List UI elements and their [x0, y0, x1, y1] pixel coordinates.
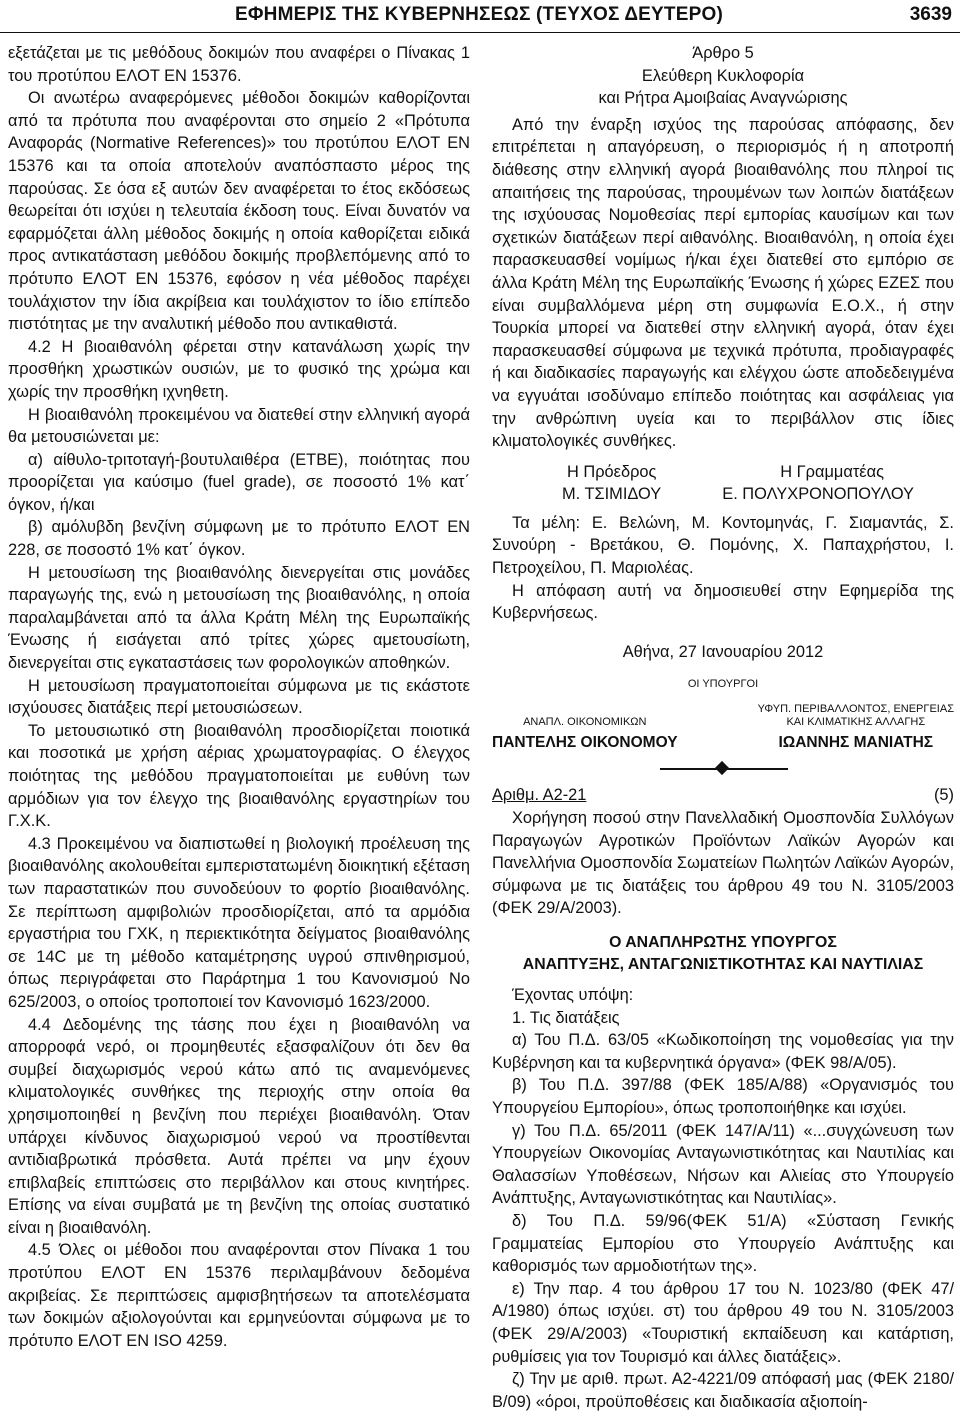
having-regard: Έχοντας υπόψη: — [512, 986, 634, 1004]
minister-1 — [492, 716, 678, 754]
diamond-icon — [715, 761, 729, 775]
left-column — [8, 42, 470, 1352]
paragraph: Από την έναρξη ισχύος της παρούσας απόφασης, δεν επιτρέπεται η απαγόρευση, ο περιορισμός ή η αποτροπή διάθεσης στην ελληνική αγορά βιοαιθανόλης που πληροί τις απαιτήσεις της παρούσας, τηρουμένων των λοιπών διατάξεων της ισχύουσας Νομοθεσίας περί εμπορίας καυσίμων και των σχετικών διατάξεων περί αιθανόλης. Βιοαιθανόλη, η οποία έχει παρασκευασθεί νομίμως ή/και έχει διατεθεί στο εμπόριο σε άλλα Κράτη Μέλη της Ευρωπαϊκής Ένωσης ή χώρες ΕΖΕΣ που είναι συμβαλλόμενα μέρη στη συμφωνία Ε.Ο.Χ., ή στην Τουρκία μπορεί να διατεθεί στην ελληνική αγορά, όταν έχει παρασκευασθεί σύμφωνα με τεχνικά πρότυπα, προδιαγραφές ή και διαδικασίες παραγωγής και ελέγχου ώστε αποδεδειγμένα να εγγυάται ισοδύναμο επίπεδο ποιότητας και ασφάλειας για την ανθρώπινη υγεία και το περιβάλλον στις ίδιες κλιματολογικές συνθήκες. — [492, 115, 954, 451]
list-item: 1. Τις διατάξεις — [512, 1008, 620, 1027]
decision-heading: ΑΝΑΠΤΥΞΗΣ, ΑΝΤΑΓΩΝΙΣΤΙΚΟΤΗΤΑΣ ΚΑΙ ΝΑΥΤΙΛΙΑΣ — [522, 956, 924, 973]
right-column — [492, 42, 954, 1413]
minister-2 — [758, 703, 954, 754]
list-item: γ) Του Π.Δ. 65/2011 (ΦΕΚ 147/Α/11) «...συγχώνευση των Υπουργείων Οικονομίας Ανταγωνιστικότητας και Ναυτιλίας και Θαλασσίων Υποθέσεων, Νήσων και Αλιείας στο Υπουργείο Ανάπτυξης, Ανταγωνιστικότητας και Ναυτιλίας». — [492, 1121, 954, 1208]
date-line: Αθήνα, 27 Ιανουαρίου 2012 — [622, 642, 824, 661]
decision-heading: Ο ΑΝΑΠΛΗΡΩΤΗΣ ΥΠΟΥΡΓΟΣ — [609, 934, 837, 951]
paragraph: Η βιοαιθανόλη προκειμένου να διατεθεί στην ελληνική αγορά θα μετουσιώνεται με: — [8, 405, 470, 447]
secretary-role: Η Γραμματέας — [780, 462, 884, 481]
section-divider — [492, 758, 954, 780]
paragraph: 4.4 Δεδομένης της τάσης που έχει η βιοαιθανόλη να απορροφά νερό, οι προμηθευτές εξασφαλίζουν ότι δεν θα συμβεί διαχωρισμός νερού κάτω από τις αναμενόμενες κλιματολογικές συνθήκες της περιοχής στην οποία θα χρησιμοποιηθεί η βενζίνη που περιέχει βιοαιθανόλη. Όταν υπάρχει κίνδυνος διαχωρισμού νερού να προστίθενται αντιδιαβρωτικά πρόσθετα. Αυτά πρέπει να μην έχουν επιβλαβείς επιπτώσεις στο περιβάλλον και στους κινητήρες. Επίσης να είναι συμβατά με τη βενζίνη της οποίας συστατικό είναι η βιοαιθανόλη. — [8, 1015, 470, 1237]
paragraph: Οι ανωτέρω αναφερόμενες μέθοδοι δοκιμών καθορίζονται από τα πρότυπα που αναφέρονται στο σημείο 2 «Πρότυπα Αναφοράς (Normative References)» του προτύπου ΕΛΟΤ ΕΝ 15376 και τα οποία αποτελούν αναπόσπαστο μέρος της παρούσας. Σε όσα εξ αυτών δεν αναφέρεται το έτος εκδόσεως θεωρείται ότι ισχύει η τελευταία έκδοση τους. Είναι δυνατόν να εφαρμόζεται άλλη μέθοδος δοκιμής η οποία καθορίζεται ειδικά προς αντικατάσταση μεθόδου δοκιμής προβλεπόμενης από το πρότυπο ΕΛΟΤ ΕΝ 15376, εφόσον η νέα μέθοδος παρέχει τουλάχιστον την ίδια ακρίβεια και τουλάχιστον το ίδιο επίπεδο πιστότητας με την αναλυτική μέθοδο που αντικαθιστά. — [8, 89, 470, 334]
paragraph: β) αμόλυβδη βενζίνη σύμφωνη με το πρότυπο ΕΛΟΤ ΕΝ 228, σε ποσοστό 1% κατ΄ όγκον. — [8, 518, 470, 560]
list-item: δ) Του Π.Δ. 59/96(ΦΕΚ 51/Α) «Σύσταση Γενικής Γραμματείας Εμπορίου στο Υπουργείο Ανάπτυξης και καθορισμός των αρμοδιοτήτων της». — [492, 1211, 954, 1276]
paragraph: 4.5 Όλες οι μέθοδοι που αναφέρονται στον Πίνακα 1 του προτύπου ΕΛΟΤ ΕΝ 15376 περιλαμβάνουν δεδομένα ακριβείας. Σε περιπτώσεις αμφισβητήσεων τα αποτελέσματα των δοκιμών αξιολογούνται και ερμηνεύονται σύμφωνα με το πρότυπο ΕΛΟΤ ΕΝ ISO 4259. — [8, 1241, 470, 1350]
minister-name: ΙΩΑΝΝΗΣ ΜΑΝΙΑΤΗΣ — [778, 734, 934, 752]
minister-role: ΚΑΙ ΚΛΙΜΑΤΙΚΗΣ ΑΛΛΑΓΗΣ — [786, 716, 926, 729]
signature-names — [492, 483, 954, 506]
members-list: Τα μέλη: Ε. Βελώνη, Μ. Κοντομηνάς, Γ. Σιαμαντάς, Σ. Συνούρη - Βρετάκου, Θ. Πομόνης, Χ. Παπαχρήστου, Ι. Πετροχείλου, Π. Μαριολέας. — [492, 513, 954, 578]
list-item: ε) Την παρ. 4 του άρθρου 17 του Ν. 1023/80 (ΦΕΚ 47/Α/1980) όπως ισχύει. στ) του άρθρου 49 του Ν. 3105/2003 (ΦΕΚ 29/Α/2003) «Τουριστική εκπαίδευση και κατάρτιση, ρυθμίσεις για τον Τουρισμό και άλλες διατάξεις». — [492, 1279, 954, 1366]
list-item: ζ) Την με αριθ. πρωτ. Α2-4221/09 απόφασή μας (ΦΕΚ 2180/Β/09) «όροι, προϋποθέσεις και διαδικασία αξιοποίη- — [492, 1370, 954, 1411]
publish-note: Η απόφαση αυτή να δημοσιευθεί στην Εφημερίδα της Κυβερνήσεως. — [492, 581, 954, 623]
minister-role: ΥΦΥΠ. ΠΕΡΙΒΑΛΛΟΝΤΟΣ, ΕΝΕΡΓΕΙΑΣ — [757, 703, 954, 716]
paragraph: Η μετουσίωση της βιοαιθανόλης διενεργείται στις μονάδες παραγωγής της, ενώ η μετουσίωση της βιοαιθανόλης, η οποία παραλαμβάνεται από τα άλλα Κράτη Μέλη της Ευρωπαϊκής Ένωσης ή εισάγεται από τρίτες χώρες αμετουσίωτη, διενεργείται στις εγκαταστάσεις των φορολογικών αποθηκών. — [8, 563, 470, 673]
signature-roles — [492, 461, 954, 484]
gazette-title: ΕΦΗΜΕΡΙΣ ΤΗΣ ΚΥΒΕΡΝΗΣΕΩΣ (ΤΕΥΧΟΣ ΔΕΥΤΕΡΟ) — [235, 4, 723, 25]
decision-ref: Αριθμ. Α2-21 — [492, 786, 587, 805]
paragraph: Η μετουσίωση πραγματοποιείται σύμφωνα με τις εκάστοτε ισχύουσες διατάξεις περί μετουσιώσεων. — [8, 676, 470, 718]
minister-name: ΠΑΝΤΕΛΗΣ ΟΙΚΟΝΟΜΟΥ — [492, 734, 678, 752]
decision-number — [492, 784, 954, 807]
list-item: α) Του Π.Δ. 63/05 «Κωδικοποίηση της νομοθεσίας για την Κυβέρνηση και τα κυβερνητικά όργανα» (ΦΕΚ 98/Α/05). — [492, 1031, 954, 1072]
ministers-heading: ΟΙ ΥΠΟΥΡΓΟΙ — [687, 678, 759, 691]
ministers-signatures — [492, 703, 954, 754]
president-name: Μ. ΤΣΙΜΙΔΟΥ — [562, 485, 662, 504]
president-role: Η Πρόεδρος — [567, 462, 657, 481]
decision-seq: (5) — [933, 786, 954, 805]
list-item: β) Του Π.Δ. 397/88 (ΦΕΚ 185/Α/88) «Οργανισμός του Υπουργείου Εμπορίου», όπως τροποποιήθηκε και ισχύει. — [492, 1076, 954, 1117]
page-header — [0, 0, 960, 33]
article-number: Άρθρο 5 — [692, 44, 754, 62]
paragraph: Το μετουσιωτικό στη βιοαιθανόλη προσδιορίζεται ποιοτικά και ποσοτικά με χρήση αέριας χρωματογραφίας. Ο έλεγχος ποιότητας της μεθόδου πραγματοποιείται με ευθύνη των αρμόδιων για τον έλεγχο της βιοαιθανόλης εργαστηρίων του Γ.Χ.Κ. — [8, 721, 470, 831]
paragraph: 4.2 Η βιοαιθανόλη φέρεται στην κατανάλωση χωρίς την προσθήκη χρωστικών ουσιών, με το φυσικό της χρώμα και χωρίς την προσθήκη ιχνηθετη. — [8, 337, 470, 401]
paragraph: εξετάζεται με τις μεθόδους δοκιμών που αναφέρει ο Πίνακας 1 του προτύπου ΕΛΟΤ ΕΝ 15376. — [8, 44, 470, 85]
page-number: 3639 — [909, 4, 952, 25]
decision-subject: Χορήγηση ποσού στην Πανελλαδική Ομοσπονδία Συλλόγων Παραγωγών Αγροτικών Προϊόντων Λαϊκών Αγορών και Πανελλήνια Ομοσπονδία Σωματείων Πωλητών Λαϊκών Αγορών, σύμφωνα με τις διατάξεις του άρθρου 49 του Ν. 3105/2003 (ΦΕΚ 29/Α/2003). — [492, 809, 954, 918]
minister-role: ΑΝΑΠΛ. ΟΙΚΟΝΟΜΙΚΩΝ — [523, 716, 647, 729]
article-title: και Ρήτρα Αμοιβαίας Αναγνώρισης — [598, 89, 848, 108]
paragraph: α) αίθυλο-τριτοταγή-βουτυλαιθέρα (ΕΤΒΕ), ποιότητας που προορίζεται για καύσιμο (fuel grade), σε ποσοστό 1% κατ΄ όγκον, ή/και — [8, 450, 470, 514]
paragraph: 4.3 Προκειμένου να διαπιστωθεί η βιολογική προέλευση της βιοαιθανόλης ακολουθείται εμπεριστατωμένη διοικητική εξέταση των παραστατικών που συνοδεύουν το φορτίο βιοαιθανόλης. Σε περίπτωση αμφιβολιών προσδιορίζεται, από τα αρμόδια εργαστήρια του ΓΧΚ, η περιεκτικότητα δείγματος βιοαιθανόλης σε 14C με τη μέθοδο καταμέτρησης υγρού σπινθηρισμού, όπως περιγράφεται στο Παράρτημα 1 του Κανονισμού Νο 625/2003, ο οποίος τροποποιεί τον Κανονισμό 1623/2000. — [8, 834, 470, 1011]
secretary-name: Ε. ΠΟΛΥΧΡΟΝΟΠΟΥΛΟΥ — [722, 485, 914, 504]
article-title: Ελεύθερη Κυκλοφορία — [641, 66, 805, 85]
